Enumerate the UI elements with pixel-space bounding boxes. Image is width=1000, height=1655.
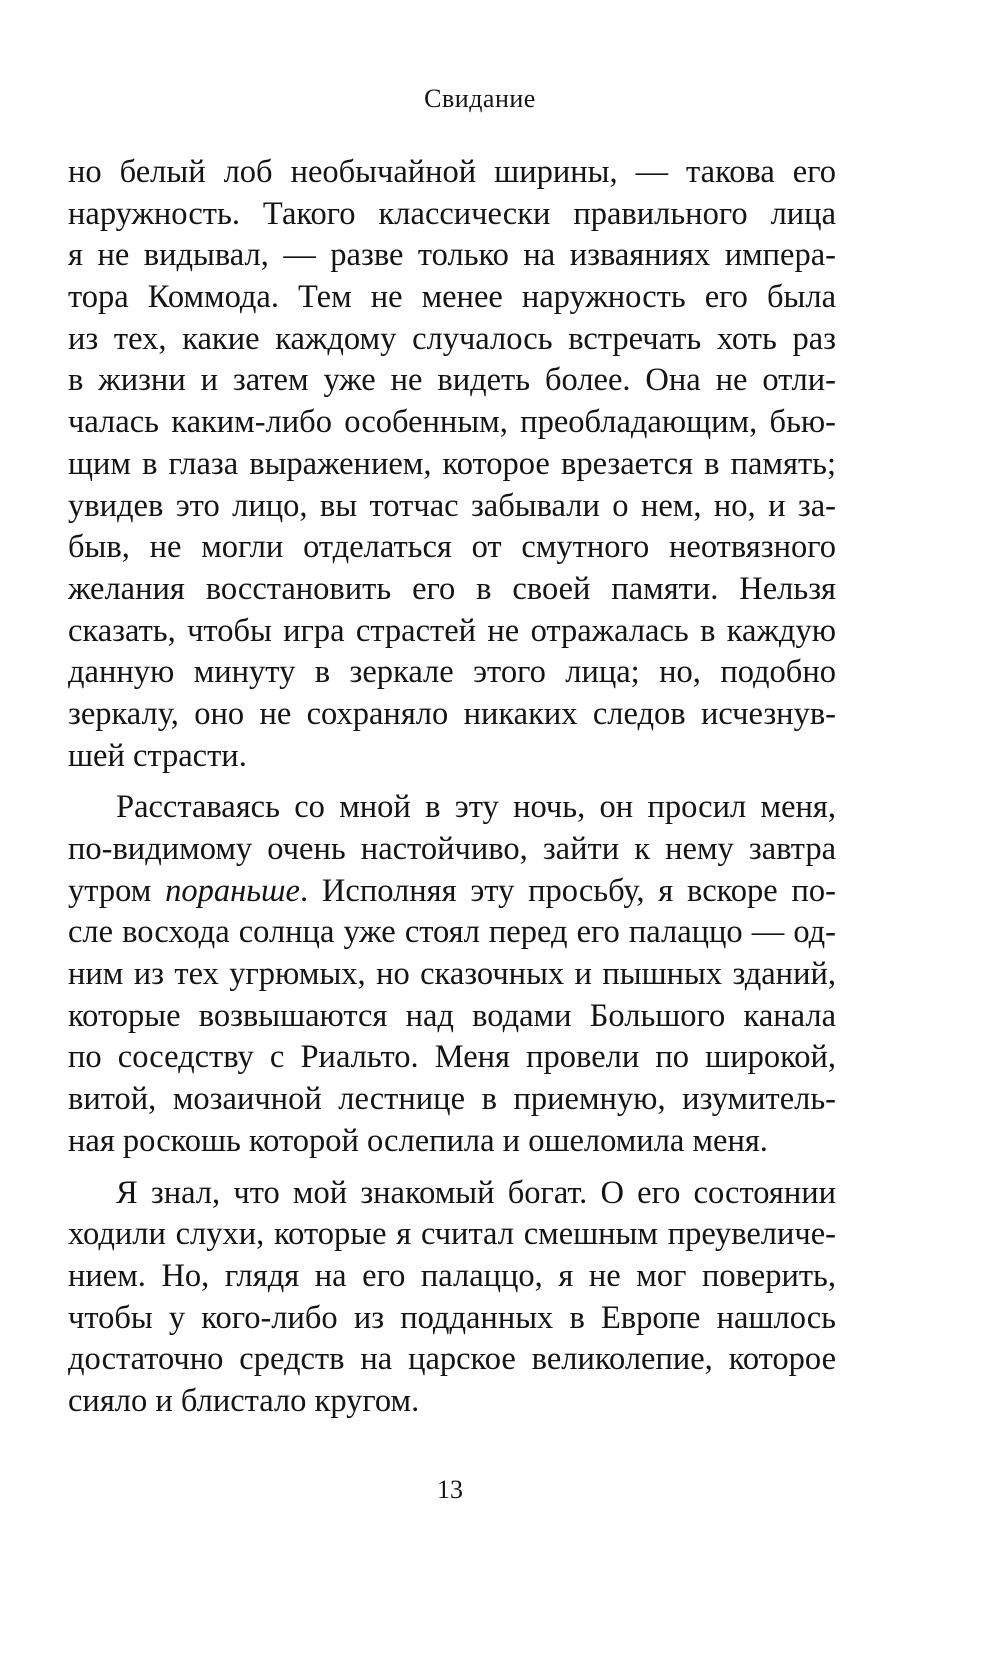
text-line: витой, мозаичной лестнице в приемную, изумитель- [68, 1081, 836, 1118]
text-line: ним из тех угрюмых, но сказочных и пышных зданий, [68, 956, 836, 993]
text-line: чалась каким-либо особенным, преобладающим, бью- [68, 404, 836, 441]
paragraph-2 [68, 787, 836, 1162]
text-line: шей страсти. [68, 737, 247, 774]
body-text [68, 152, 836, 1423]
text-line: в жизни и затем уже не видеть более. Она не отли- [68, 362, 836, 399]
text-line: быв, не могли отделаться от смутного неотвязного [68, 529, 836, 566]
text-line: Я знал, что мой знакомый богат. О его состоянии [116, 1174, 836, 1211]
text-line: ная роскошь которой ослепила и ошеломила меня. [68, 1122, 768, 1159]
paragraph-1 [68, 152, 836, 777]
text-line: желания восстановить его в своей памяти. Нельзя [68, 570, 836, 607]
text-line: увидев это лицо, вы тотчас забывали о нем, но, и за- [68, 487, 836, 524]
text-line: сказать, чтобы игра страстей не отражалась в каждую [68, 612, 836, 649]
text-line-with-italic [68, 871, 836, 913]
text-line: тора Коммода. Тем не менее наружность его была [68, 279, 836, 316]
text-run: утром [68, 872, 166, 909]
text-line: сияло и блистало кругом. [68, 1382, 420, 1419]
text-line: я не видывал, — разве только на изваяниях импера- [68, 237, 836, 274]
text-line: чтобы у кого-либо из подданных в Европе нашлось [68, 1299, 836, 1336]
text-line: наружность. Такого классически правильного лица [68, 195, 836, 232]
paragraph-3 [68, 1173, 836, 1423]
text-line: зеркалу, оно не сохраняло никаких следов исчезнув- [68, 695, 836, 732]
text-line: щим в глаза выражением, которое врезается в память; [68, 445, 836, 482]
page-number: 13 [437, 1475, 463, 1504]
text-line: по соседству с Риальто. Меня провели по широкой, [68, 1039, 836, 1076]
text-line: нием. Но, глядя на его палаццо, я не мог поверить, [68, 1257, 836, 1294]
text-line: данную минуту в зеркале этого лица; но, подобно [68, 654, 836, 691]
text-line: которые возвышаются над водами Большого канала [68, 997, 836, 1034]
text-line: ходили слухи, которые я считал смешным преувеличе- [68, 1216, 836, 1253]
text-line: Расставаясь со мной в эту ночь, он просил меня, [116, 789, 836, 826]
text-line: сле восхода солнца уже стоял перед его палаццо — од- [68, 914, 836, 951]
text-line: из тех, какие каждому случалось встречать хоть раз [68, 320, 836, 357]
running-head: Свидание [424, 84, 536, 113]
text-line: но белый лоб необычайной ширины, — такова его [68, 154, 836, 190]
text-line: по-видимому очень настойчиво, зайти к нему завтра [68, 831, 836, 867]
text-line: достаточно средств на царское великолепие, которое [68, 1341, 836, 1378]
italic-word: пораньше [165, 872, 300, 909]
text-run: . Исполняя эту просьбу, я вскоре по- [299, 872, 836, 909]
